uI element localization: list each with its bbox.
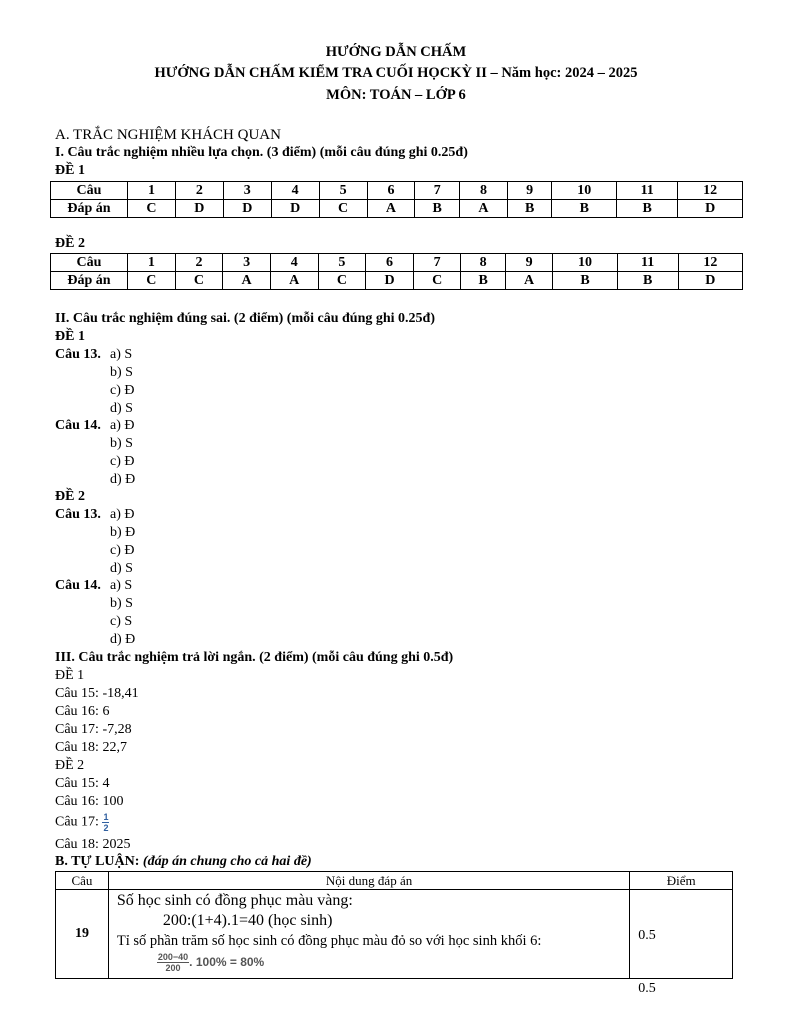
table-cell: 7 (415, 182, 460, 200)
section-b-title: B. TỰ LUẬN: (55, 854, 140, 869)
tf-answer: a) Đ (110, 418, 135, 433)
table-cell: A (459, 200, 507, 218)
part2-heading: II. Câu trắc nghiệm đúng sai. (2 điểm) (mỗi câu đúng ghi 0.25đ) (55, 311, 435, 326)
section-b-note: (đáp án chung cho cả hai đề) (139, 854, 312, 869)
short-answer: Câu 15: 4 (55, 776, 110, 791)
fraction (157, 952, 189, 973)
table-row (51, 254, 743, 272)
table-cell: 5 (318, 254, 366, 272)
tf-answer: b) S (110, 436, 133, 451)
table-cell: 3 (223, 254, 271, 272)
fraction-numerator: 200−40 (157, 951, 189, 962)
tf-answer: c) Đ (110, 454, 135, 469)
table-cell: 3 (223, 182, 271, 200)
doc-title: HƯỚNG DẪN CHẤM (325, 44, 467, 60)
tf-answer: c) Đ (110, 543, 135, 558)
table-cell: B (617, 272, 678, 290)
de1-answer-table (50, 181, 743, 218)
short-answer-label: Câu 17: (55, 814, 103, 830)
row-label: Đáp án (51, 272, 128, 290)
table-cell: 10 (553, 254, 617, 272)
content-line: 200:(1+4).1=40 (học sinh) (162, 912, 333, 929)
table-row (51, 200, 743, 218)
de2-answer-table (50, 253, 743, 290)
table-cell: D (678, 272, 742, 290)
short-answer: Câu 15: -18,41 (55, 686, 139, 701)
table-cell: 5 (319, 182, 367, 200)
table-cell: 10 (552, 182, 617, 200)
table-cell: 9 (505, 254, 553, 272)
table-cell: C (175, 272, 223, 290)
essay-table (55, 871, 733, 996)
column-header: Nội dung đáp án (108, 872, 629, 890)
fraction-denominator: 2 (103, 823, 109, 833)
table-cell: 4 (271, 182, 319, 200)
table-cell: D (271, 200, 319, 218)
tf-answer: b) S (110, 596, 133, 611)
tf-answer: c) S (110, 614, 133, 629)
table-header-row (56, 872, 733, 890)
short-de1-label: ĐỀ 1 (55, 668, 85, 683)
score-value: 0.5 (638, 928, 656, 943)
table-cell: 8 (459, 182, 507, 200)
short-answer: Câu 18: 2025 (55, 837, 131, 852)
table-row (56, 890, 733, 979)
table-cell: C (128, 272, 176, 290)
section-b-heading (55, 853, 312, 871)
tf-answer: a) S (110, 578, 133, 593)
question-label: Câu 13. (55, 507, 101, 522)
tf-answer: d) Đ (110, 472, 136, 487)
table-cell: C (128, 200, 176, 218)
short-answer: Câu 16: 100 (55, 794, 124, 809)
table-cell: B (507, 200, 552, 218)
doc-subject: MÔN: TOÁN – LỚP 6 (326, 87, 466, 103)
formula-rest: . 100% = 80% (189, 955, 265, 969)
table-cell: 6 (367, 182, 415, 200)
question-label: Câu 14. (55, 418, 101, 433)
tf-answer: b) Đ (110, 525, 136, 540)
table-cell: A (270, 272, 318, 290)
formula (117, 951, 629, 973)
tf-answer: d) S (110, 561, 133, 576)
fraction (102, 812, 109, 833)
short-de2-label: ĐỀ 2 (55, 758, 85, 773)
tf-answer: b) S (110, 365, 133, 380)
table-cell: B (553, 272, 617, 290)
table-cell: 1 (128, 182, 176, 200)
de2-label: ĐỀ 2 (55, 236, 85, 251)
short-answer: Câu 16: 6 (55, 704, 110, 719)
column-header: Câu (56, 872, 109, 890)
table-cell: 11 (617, 254, 678, 272)
table-cell: C (318, 272, 366, 290)
tf-answer: a) S (110, 347, 133, 362)
table-cell: 8 (461, 254, 505, 272)
table-cell: 9 (507, 182, 552, 200)
question-number: 19 (56, 890, 109, 979)
table-cell: 1 (128, 254, 176, 272)
question-label: Câu 14. (55, 578, 101, 593)
table-cell: C (319, 200, 367, 218)
tf-de2-label: ĐỀ 2 (55, 489, 85, 504)
column-header: Điểm (630, 872, 733, 890)
table-cell: 7 (413, 254, 461, 272)
row-label: Câu (51, 254, 128, 272)
row-label: Câu (51, 182, 128, 200)
table-cell: D (366, 272, 414, 290)
table-cell: A (505, 272, 553, 290)
content-line: Tỉ số phần trăm số học sinh có đồng phục màu đỏ so với học sinh khối 6: (116, 933, 542, 949)
table-cell: C (413, 272, 461, 290)
table-cell: B (617, 200, 678, 218)
table-cell: 2 (175, 254, 223, 272)
fraction-numerator: 1 (103, 812, 109, 822)
section-a-heading: A. TRẮC NGHIỆM KHÁCH QUAN (55, 127, 281, 143)
table-row (51, 182, 743, 200)
table-cell: A (223, 272, 271, 290)
table-cell: D (175, 200, 223, 218)
tf-answer: a) Đ (110, 507, 135, 522)
tf-answer: d) Đ (110, 632, 136, 647)
table-cell: A (367, 200, 415, 218)
content-line: Số học sinh có đồng phục màu vàng: (116, 892, 353, 909)
table-cell: D (223, 200, 271, 218)
tf-de1-label: ĐỀ 1 (55, 329, 85, 344)
fraction-denominator: 200 (165, 962, 181, 973)
table-cell: 12 (678, 182, 743, 200)
table-row (51, 272, 743, 290)
short-answer: Câu 18: 22,7 (55, 740, 127, 755)
de1-label: ĐỀ 1 (55, 163, 85, 178)
table-cell: D (678, 200, 743, 218)
row-label: Đáp án (51, 200, 128, 218)
doc-subtitle: HƯỚNG DẪN CHẤM KIỂM TRA CUỐI HỌCKỲ II – Năm học: 2024 – 2025 (154, 65, 638, 81)
answer-content (108, 890, 629, 979)
table-cell: B (552, 200, 617, 218)
table-cell: B (461, 272, 505, 290)
part3-heading: III. Câu trắc nghiệm trả lời ngắn. (2 điểm) (mỗi câu đúng ghi 0.5đ) (55, 650, 454, 665)
table-cell: 4 (270, 254, 318, 272)
table-cell: 11 (617, 182, 678, 200)
score-value: 0.5 (638, 981, 656, 996)
table-cell: B (415, 200, 460, 218)
table-cell: 2 (175, 182, 223, 200)
short-answer: Câu 17: -7,28 (55, 722, 132, 737)
table-cell: 12 (678, 254, 742, 272)
tf-answer: c) Đ (110, 383, 135, 398)
short-answer-fraction (55, 812, 109, 833)
tf-answer: d) S (110, 401, 133, 416)
part1-heading: I. Câu trắc nghiệm nhiều lựa chọn. (3 điểm) (mỗi câu đúng ghi 0.25đ) (55, 145, 468, 160)
score-cell (630, 890, 733, 996)
question-label: Câu 13. (55, 347, 101, 362)
table-cell: 6 (366, 254, 414, 272)
